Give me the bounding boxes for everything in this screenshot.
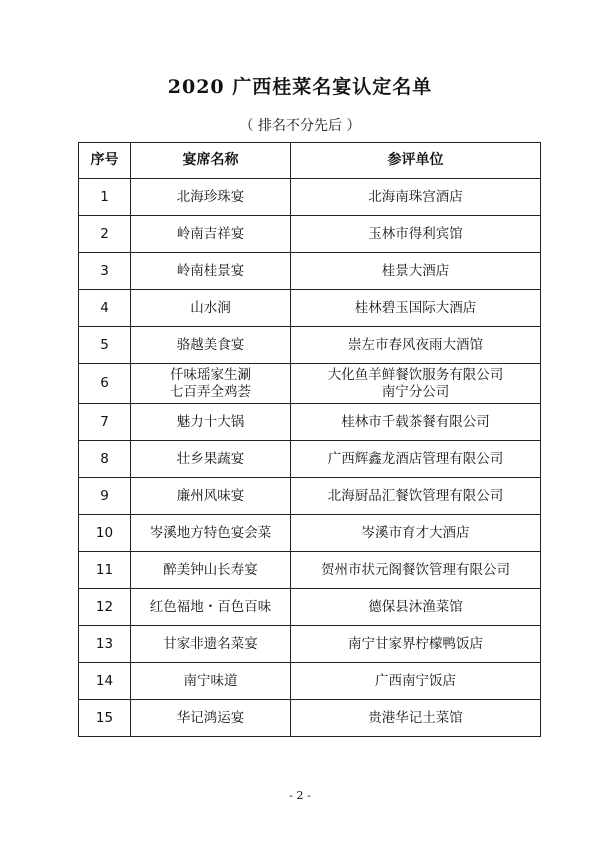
banquet-name-cell xyxy=(131,626,291,663)
row-number: 11 xyxy=(79,552,131,589)
banquet-name-cell xyxy=(131,700,291,737)
banquet-name: 山水涧 xyxy=(190,299,231,316)
participating-unit: 北海厨品汇餐饮管理有限公司 xyxy=(327,487,504,504)
banquet-name: 岑溪地方特色宴会菜 xyxy=(149,524,272,541)
participating-unit: 崇左市春风夜雨大酒馆 xyxy=(348,336,483,353)
participating-unit: 南宁分公司 xyxy=(381,383,450,400)
header-banquet-name: 宴席名称 xyxy=(131,143,291,179)
banquet-name-cell xyxy=(131,290,291,327)
participating-unit-cell xyxy=(291,663,541,700)
banquet-name: 华记鸿运宴 xyxy=(176,709,245,726)
row-number: 3 xyxy=(79,253,131,290)
participating-unit: 广西辉鑫龙酒店管理有限公司 xyxy=(327,450,504,467)
table-row xyxy=(79,663,541,700)
banquet-name: 仟味瑶家生涮 xyxy=(170,366,251,383)
participating-unit-cell xyxy=(291,441,541,478)
participating-unit: 桂林市千载茶餐有限公司 xyxy=(341,413,490,430)
banquet-name: 红色福地・百色百味 xyxy=(149,598,272,615)
participating-unit-cell xyxy=(291,179,541,216)
participating-unit-cell xyxy=(291,327,541,364)
document-subtitle: （ 排名不分先后 ） xyxy=(239,118,361,134)
banquet-list-table xyxy=(78,142,541,737)
participating-unit-cell xyxy=(291,253,541,290)
row-number: 4 xyxy=(79,290,131,327)
table-row xyxy=(79,327,541,364)
banquet-name-cell xyxy=(131,179,291,216)
participating-unit-cell xyxy=(291,478,541,515)
participating-unit-cell xyxy=(291,589,541,626)
table-header-row xyxy=(79,143,541,179)
participating-unit-cell xyxy=(291,216,541,253)
banquet-name-cell xyxy=(131,663,291,700)
participating-unit-cell xyxy=(291,364,541,404)
banquet-name-cell xyxy=(131,327,291,364)
participating-unit-cell xyxy=(291,552,541,589)
participating-unit: 广西南宁饭店 xyxy=(375,672,456,689)
banquet-name-cell xyxy=(131,478,291,515)
participating-unit: 北海南珠宫酒店 xyxy=(368,188,463,205)
table-row xyxy=(79,290,541,327)
banquet-name-cell xyxy=(131,216,291,253)
banquet-name-cell xyxy=(131,441,291,478)
participating-unit: 桂林碧玉国际大酒店 xyxy=(354,299,477,316)
row-number: 15 xyxy=(79,700,131,737)
participating-unit: 玉林市得利宾馆 xyxy=(368,225,463,242)
banquet-name: 岭南吉祥宴 xyxy=(176,225,245,242)
banquet-name: 廉州风味宴 xyxy=(176,487,245,504)
table-row xyxy=(79,404,541,441)
table-row xyxy=(79,552,541,589)
banquet-name: 七百弄全鸡荟 xyxy=(170,383,251,400)
table-row xyxy=(79,364,541,404)
document-title: 2020 广西桂菜名宴认定名单 xyxy=(167,76,433,98)
row-number: 9 xyxy=(79,478,131,515)
row-number: 14 xyxy=(79,663,131,700)
participating-unit-cell xyxy=(291,290,541,327)
table-row xyxy=(79,589,541,626)
participating-unit: 大化鱼羊鲜餐饮服务有限公司 xyxy=(327,366,504,383)
row-number: 1 xyxy=(79,179,131,216)
row-number: 12 xyxy=(79,589,131,626)
table-row xyxy=(79,179,541,216)
banquet-name: 岭南桂景宴 xyxy=(176,262,245,279)
participating-unit: 贺州市状元阁餐饮管理有限公司 xyxy=(321,561,510,578)
participating-unit: 贵港华记土菜馆 xyxy=(368,709,463,726)
banquet-name-cell xyxy=(131,404,291,441)
banquet-name-cell xyxy=(131,253,291,290)
table-row xyxy=(79,441,541,478)
banquet-name: 醉美钟山长寿宴 xyxy=(163,561,258,578)
banquet-name: 魅力十大锅 xyxy=(176,413,245,430)
header-participating-unit: 参评单位 xyxy=(291,143,541,179)
participating-unit-cell xyxy=(291,700,541,737)
row-number: 8 xyxy=(79,441,131,478)
page-number: - 2 - xyxy=(289,789,311,802)
participating-unit: 德保县沐渔菜馆 xyxy=(368,598,463,615)
banquet-name-cell xyxy=(131,515,291,552)
participating-unit: 桂景大酒店 xyxy=(381,262,450,279)
table-row xyxy=(79,478,541,515)
row-number: 2 xyxy=(79,216,131,253)
banquet-name: 甘家非遗名菜宴 xyxy=(163,635,258,652)
row-number: 10 xyxy=(79,515,131,552)
row-number: 5 xyxy=(79,327,131,364)
banquet-name-cell xyxy=(131,552,291,589)
banquet-name: 骆越美食宴 xyxy=(176,336,245,353)
banquet-name: 壮乡果蔬宴 xyxy=(176,450,245,467)
participating-unit: 岑溪市育才大酒店 xyxy=(361,524,470,541)
participating-unit-cell xyxy=(291,404,541,441)
table-row xyxy=(79,700,541,737)
participating-unit-cell xyxy=(291,626,541,663)
banquet-name-cell xyxy=(131,589,291,626)
table-row xyxy=(79,253,541,290)
table-row xyxy=(79,626,541,663)
row-number: 6 xyxy=(79,364,131,404)
row-number: 13 xyxy=(79,626,131,663)
header-number: 序号 xyxy=(79,143,131,179)
banquet-name: 北海珍珠宴 xyxy=(176,188,245,205)
participating-unit-cell xyxy=(291,515,541,552)
banquet-name-cell xyxy=(131,364,291,404)
participating-unit: 南宁甘家界柠檬鸭饭店 xyxy=(348,635,483,652)
table-row xyxy=(79,515,541,552)
banquet-name: 南宁味道 xyxy=(183,672,238,689)
row-number: 7 xyxy=(79,404,131,441)
table-row xyxy=(79,216,541,253)
